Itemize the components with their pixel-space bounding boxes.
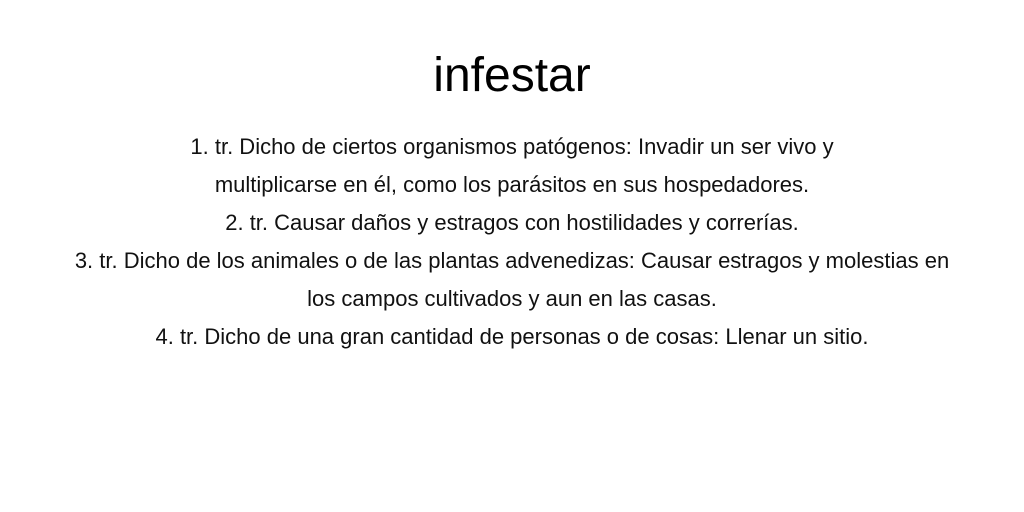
headword-title: infestar (433, 49, 591, 102)
definition-sense-1: 1. tr. Dicho de ciertos organismos patógenos: Invadir un ser vivo y multiplicarse en él, como los parásitos en sus hospedadores. (190, 134, 834, 197)
definition-sense-3: 3. tr. Dicho de los animales o de las plantas advenedizas: Causar estragos y molestias en los campos cultivados y aun en las casas. (74, 248, 950, 311)
definition-sense-4: 4. tr. Dicho de una gran cantidad de personas o de cosas: Llenar un sitio. (155, 324, 869, 349)
definition-list (60, 128, 964, 356)
definition-sense-2: 2. tr. Causar daños y estragos con hostilidades y correrías. (225, 210, 799, 235)
